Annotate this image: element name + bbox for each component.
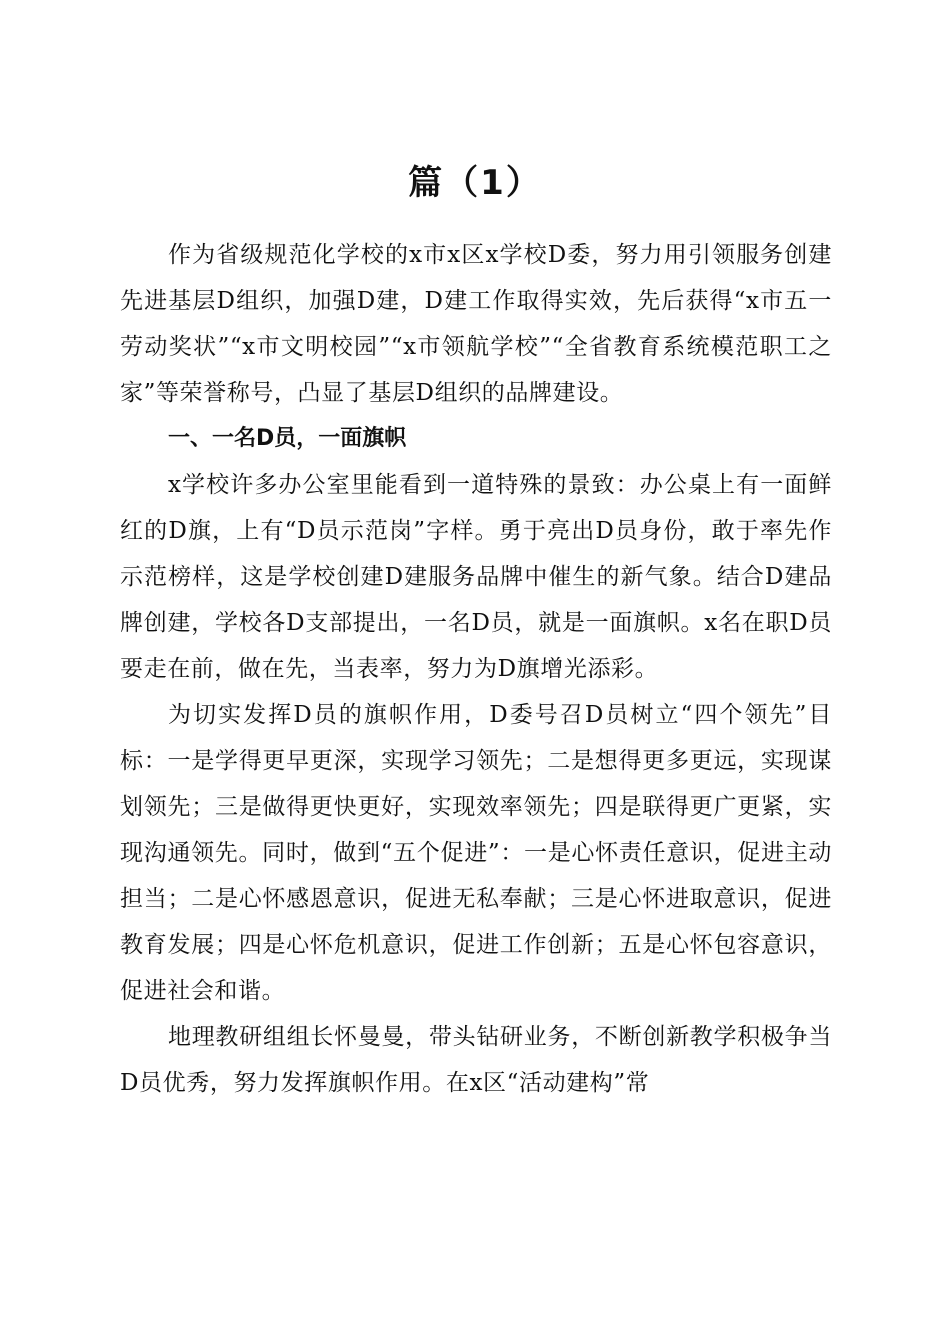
document-body [120,232,832,1106]
section-heading: 一、一名D员，一面旗帜 [168,426,407,451]
intro-paragraph: 作为省级规范化学校的x市x区x学校D委，努力用引领服务创建先进基层D组织，加强D建，D建工作取得实效，先后获得“x市五一劳动奖状”“x市文明校园”“x市领航学校”“全省教育系统模范职工之家”等荣誉称号，凸显了基层D组织的品牌建设。 [120,242,832,406]
body-paragraph: 为切实发挥D员的旗帜作用，D委号召D员树立“四个领先”目标：一是学得更早更深，实现学习领先；二是想得更多更远，实现谋划领先；三是做得更快更好，实现效率领先；四是联得更广更紧，实现沟通领先。同时，做到“五个促进”：一是心怀责任意识，促进主动担当；二是心怀感恩意识，促进无私奉献；三是心怀进取意识，促进教育发展；四是心怀危机意识，促进工作创新；五是心怀包容意识，促进社会和谐。 [120,702,832,1004]
document-title: 篇（1） [408,162,542,203]
body-paragraph: x学校许多办公室里能看到一道特殊的景致：办公桌上有一面鲜红的D旗，上有“D员示范岗”字样。勇于亮出D员身份，敢于率先作示范榜样，这是学校创建D建服务品牌中催生的新气象。结合D建品牌创建，学校各D支部提出，一名D员，就是一面旗帜。x名在职D员要走在前，做在先，当表率，努力为D旗增光添彩。 [120,472,832,682]
body-paragraph: 地理教研组组长怀曼曼，带头钻研业务，不断创新教学积极争当D员优秀，努力发挥旗帜作用。在x区“活动建构”常 [120,1024,832,1096]
